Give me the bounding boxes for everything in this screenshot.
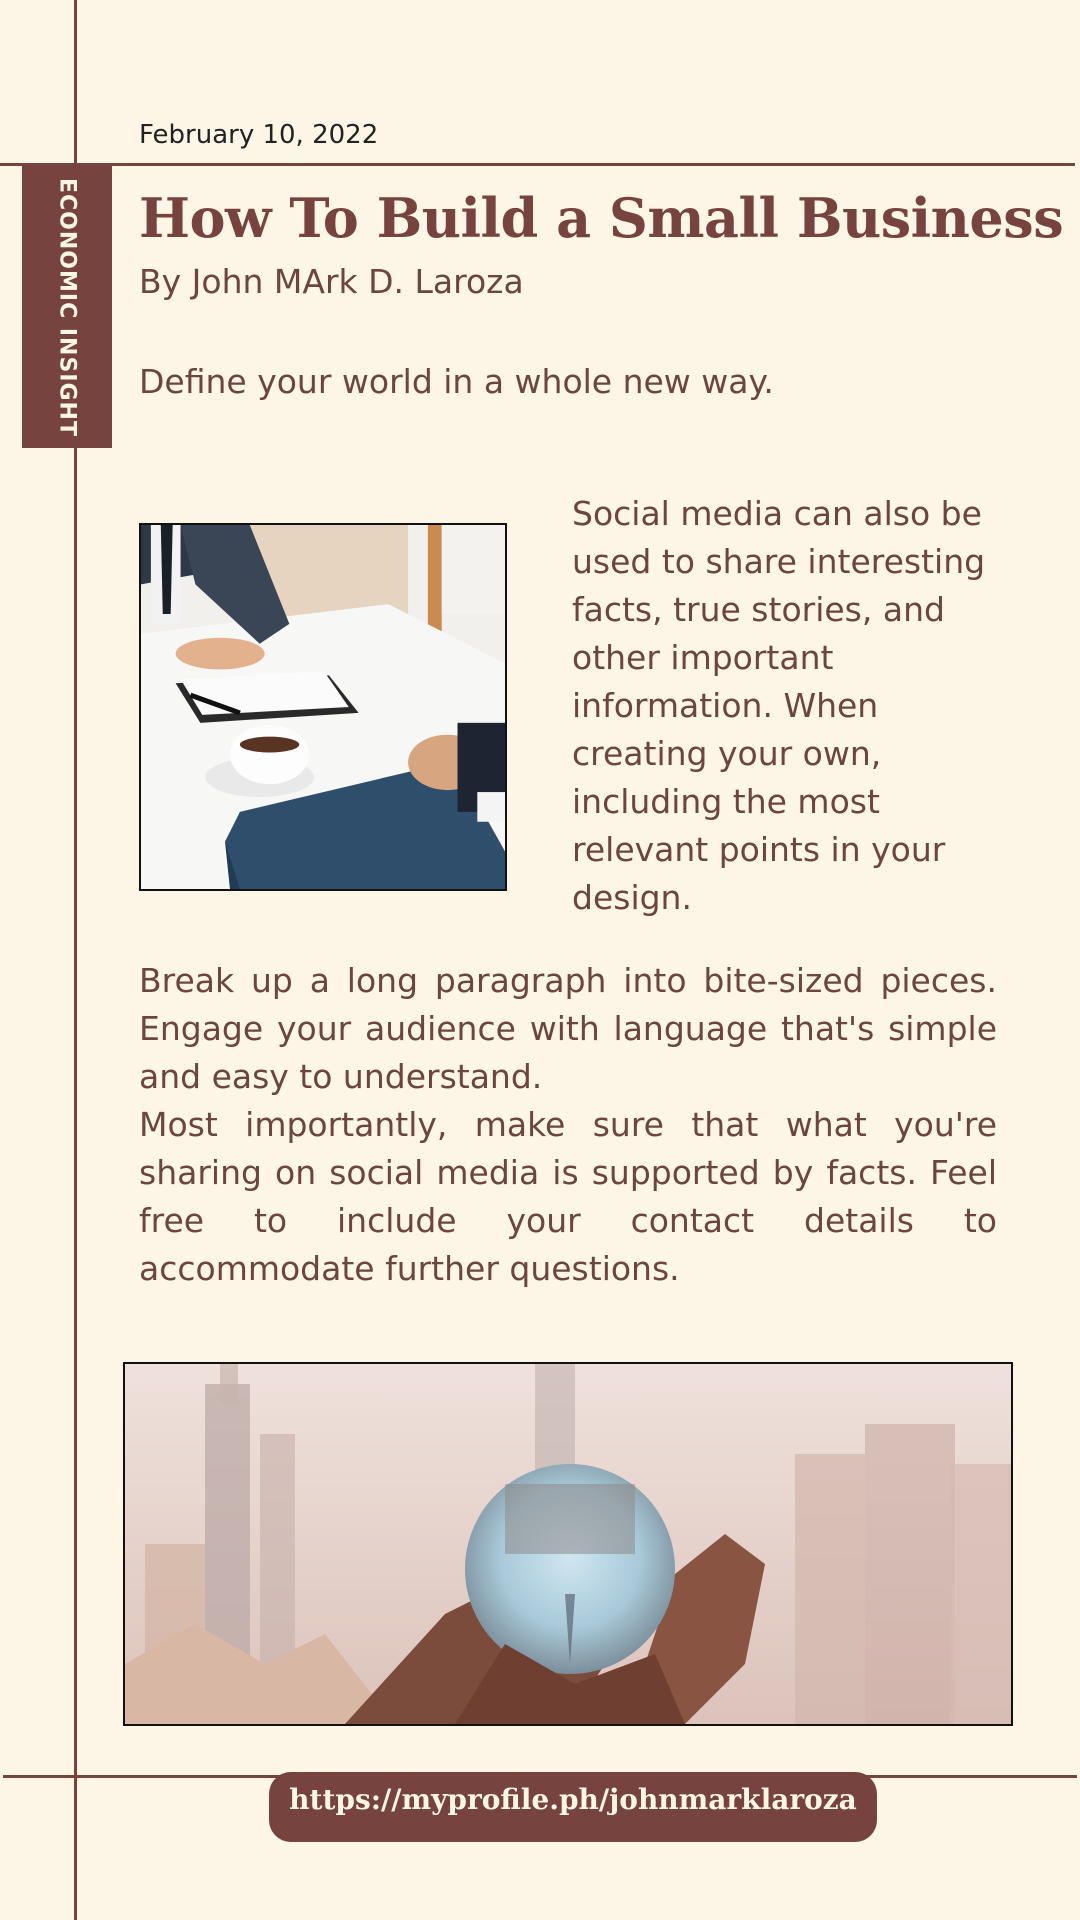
section-tag	[22, 166, 112, 448]
profile-url[interactable]: https://myprofile.ph/johnmarklaroza	[289, 1782, 857, 1816]
profile-link-button[interactable]	[269, 1772, 877, 1842]
body-paragraph-1: Break up a long paragraph into bite-sized pieces. Engage your audience with language that's simple and easy to understand.	[139, 961, 997, 1096]
intro-paragraph: Social media can also be used to share interesting facts, true stories, and other important information. When creating your own, including the most relevant points in your design.	[572, 494, 986, 917]
top-horizontal-rule	[0, 163, 1075, 166]
body-paragraph-2: Most importantly, make sure that what you're sharing on social media is supported by facts. Feel free to include your contact details to accommodate further questions.	[139, 1105, 997, 1288]
business-meeting-photo	[139, 523, 507, 891]
tagline: Define your world in a whole new way.	[139, 362, 774, 401]
crystal-ball-city-photo	[123, 1362, 1013, 1726]
publish-date: February 10, 2022	[139, 120, 379, 150]
author-byline: By John MArk D. Laroza	[139, 262, 524, 301]
article-title: How To Build a Small Business	[139, 186, 1064, 250]
body-text	[139, 957, 997, 1293]
section-tag-label: ECONOMIC INSIGHT	[54, 177, 80, 437]
